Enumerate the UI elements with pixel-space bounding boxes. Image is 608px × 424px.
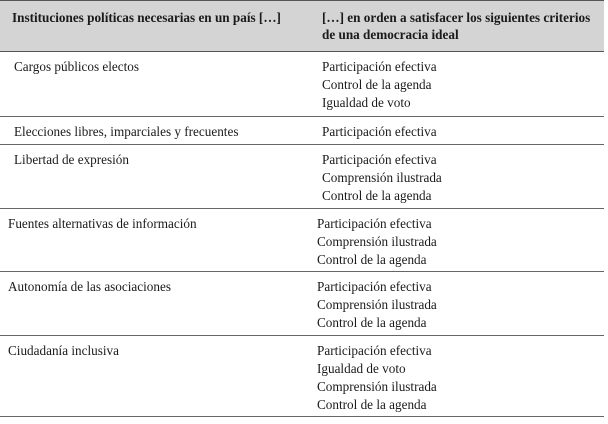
criterion-item: Participación efectiva (317, 216, 432, 231)
criterion-item: Igualdad de voto (317, 361, 406, 376)
criterion-item: Control de la agenda (322, 188, 432, 203)
criterion-item: Comprensión ilustrada (317, 379, 437, 394)
criteria-cell (322, 58, 437, 112)
criteria-cell (317, 342, 437, 414)
table-header (0, 0, 604, 52)
criterion-item: Control de la agenda (317, 397, 427, 412)
criteria-cell (317, 278, 437, 332)
table-row (0, 117, 604, 145)
criterion-item: Participación efectiva (322, 124, 437, 139)
institution-cell: Ciudadanía inclusiva (8, 343, 119, 358)
institution-cell: Autonomía de las asociaciones (8, 279, 171, 294)
table-row (0, 145, 604, 209)
table-row (0, 336, 604, 417)
criterion-item: Comprensión ilustrada (317, 234, 437, 249)
criterion-item: Participación efectiva (317, 279, 432, 294)
criterion-item: Control de la agenda (322, 77, 432, 92)
criterion-item: Control de la agenda (317, 315, 427, 330)
criteria-cell (322, 151, 442, 205)
table-row (0, 52, 604, 117)
header-institutions: Instituciones políticas necesarias en un país […] (12, 10, 281, 25)
table-row (0, 272, 604, 336)
criteria-cell (317, 215, 437, 269)
criterion-item: Control de la agenda (317, 252, 427, 267)
criterion-item: Participación efectiva (322, 59, 437, 74)
criterion-item: Comprensión ilustrada (317, 297, 437, 312)
header-criteria: […] en orden a satisfacer los siguientes criterios de una democracia ideal (322, 10, 591, 42)
criterion-item: Igualdad de voto (322, 95, 411, 110)
criterion-item: Comprensión ilustrada (322, 170, 442, 185)
institution-cell: Cargos públicos electos (14, 59, 140, 74)
institution-cell: Fuentes alternativas de información (8, 216, 197, 231)
criterion-item: Participación efectiva (322, 152, 437, 167)
institution-cell: Libertad de expresión (14, 152, 129, 167)
criterion-item: Participación efectiva (317, 343, 432, 358)
criteria-cell (322, 123, 437, 141)
institution-cell: Elecciones libres, imparciales y frecuentes (14, 124, 239, 139)
table-row (0, 209, 604, 272)
